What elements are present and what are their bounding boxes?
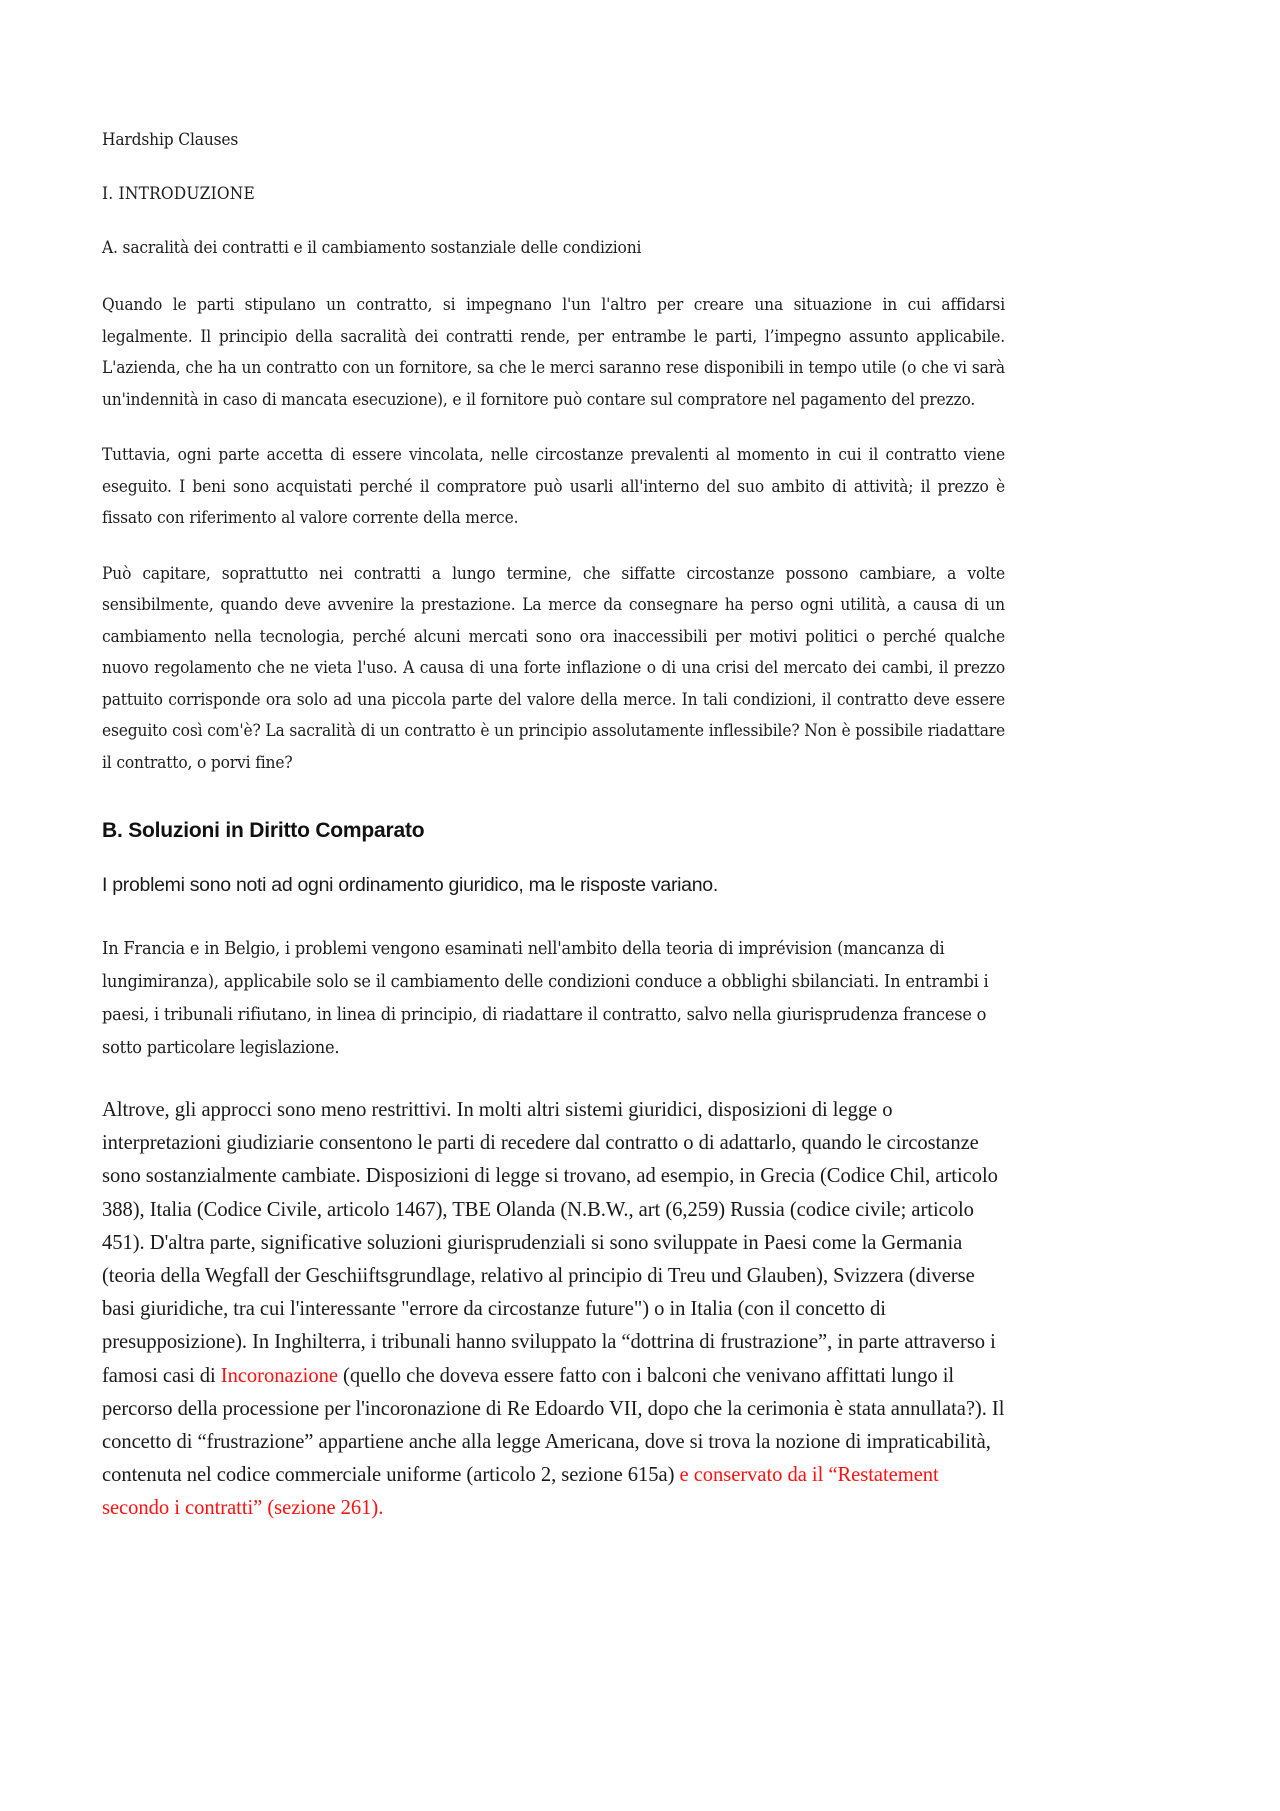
subsection-heading-a: A. sacralità dei contratti e il cambiamento sostanziale delle condizioni xyxy=(102,238,642,258)
paragraph-francia-belgio: In Francia e in Belgio, i problemi vengono esaminati nell'ambito della teoria di imprévision (mancanza di lungimiranza), applicabile solo se il cambiamento delle condizioni conduce a obblighi sbilanciati. In entrambi i paesi, i tribunali rifiutano, in linea di principio, di riadattare il contratto, salvo nella giurisprudenza francese o sotto particolare legislazione. xyxy=(102,938,989,1058)
document-content xyxy=(102,128,1005,1526)
paragraph-tuttavia: Tuttavia, ogni parte accetta di essere vincolata, nelle circostanze prevalenti al momento in cui il contratto viene eseguito. I beni sono acquistati perché il compratore può usarli all'interno del suo ambito di attività; il prezzo è fissato con riferimento al valore corrente della merce. xyxy=(102,445,1005,528)
subsection-heading-b: B. Soluzioni in Diritto Comparato xyxy=(102,819,425,842)
paragraph-quando-le-parti: Quando le parti stipulano un contratto, si impegnano l'un l'altro per creare una situazione in cui affidarsi legalmente. Il principio della sacralità dei contratti rende, per entrambe le parti, l’impegno assunto applicabile. L'azienda, che ha un contratto con un fornitore, sa che le merci saranno rese disponibili in tempo utile (o che vi sarà un'indennità in caso di mancata esecuzione), e il fornitore può contare sul compratore nel pagamento del prezzo. xyxy=(102,295,1005,410)
paragraph-puo-capitare: Può capitare, soprattutto nei contratti a lungo termine, che siffatte circostanze possono cambiare, a volte sensibilmente, quando deve avvenire la prestazione. La merce da consegnare ha perso ogni utilità, a causa di un cambiamento nella tecnologia, perché alcuni mercati sono ora inaccessibili per motivi politici o perché qualche nuovo regolamento che ne vieta l'uso. A causa di una forte inflazione o di una crisi del mercato dei cambi, il prezzo pattuito corrisponde ora solo ad una piccola parte del valore della merce. In tali condizioni, il contratto deve essere eseguito così com'è? La sacralità di un contratto è un principio assolutamente inflessibile? Non è possibile riadattare il contratto, o porvi fine? xyxy=(102,563,1005,773)
paragraph-altrove xyxy=(102,1094,1005,1526)
intro-block xyxy=(102,128,1005,779)
paragraph-altrove-part-1: Altrove, gli approcci sono meno restrittivi. In molti altri sistemi giuridici, disposizioni di legge o interpretazioni giudiziarie consentono le parti di recedere dal contratto o di adattarlo, quando le circostanze sono sostanzialmente cambiate. Disposizioni di legge si trovano, ad esempio, in Grecia (Codice Chil, articolo 388), Italia (Codice Civile, articolo 1467), TBE Olanda (N.B.W., art (6,259) Russia (codice civile; articolo 451). D'altra parte, significative soluzioni giurisprudenziali si sono sviluppate in Paesi come la Germania (teoria della Wegfall der Geschiiftsgrundlage, relativo al principio di Treu und Glauben), Svizzera (diverse basi giuridiche, tra cui l'interessante "errore da circostanze future") o in Italia (con il concetto di presupposizione). In Inghilterra, i tribunali hanno sviluppato la “dottrina di frustrazione”, in parte attraverso i famosi casi di xyxy=(102,1099,998,1387)
document-title: Hardship Clauses xyxy=(102,130,239,150)
paragraph-problemi-noti: I problemi sono noti ad ogni ordinamento giuridico, ma le risposte variano. xyxy=(102,874,718,896)
highlight-restatement: e conservato da il “Restatement secondo i contratti” (sezione 261). xyxy=(102,1464,939,1520)
paragraph-altrove-part-2: (quello che doveva essere fatto con i balconi che venivano affittati lungo il percorso della processione per l'incoronazione di Re Edoardo VII, dopo che la cerimonia è stata annullata?). Il concetto di “frustrazione” appartiene anche alla legge Americana, dove si trova la nozione di impraticabilità, contenuta nel codice commerciale uniforme (articolo 2, sezione 615a) xyxy=(102,1364,1005,1487)
section-heading-introduzione: I. INTRODUZIONE xyxy=(102,184,255,204)
highlight-incoronazione: Incoronazione xyxy=(220,1364,338,1387)
